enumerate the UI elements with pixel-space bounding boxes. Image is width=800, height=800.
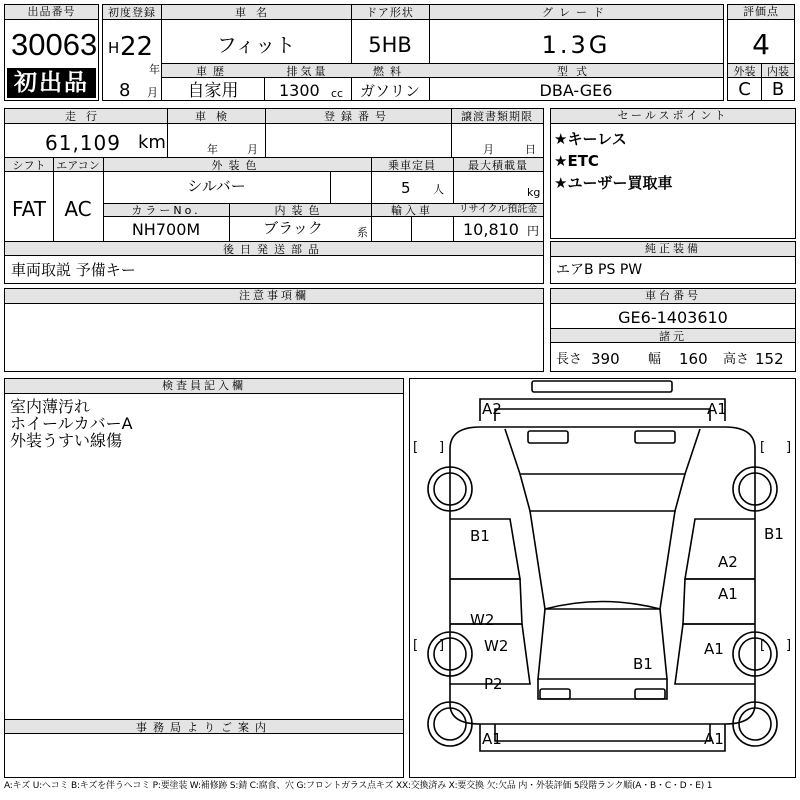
main-info-box: [102, 4, 724, 101]
mark-right-fender-b1: B1: [764, 525, 784, 543]
width-label: 幅: [648, 352, 662, 367]
registration-era: H: [108, 39, 120, 57]
recycle-label: リサイクル預託金: [458, 204, 538, 215]
inspection-year-unit: 年: [207, 143, 218, 156]
shift-value: FAT: [11, 197, 46, 221]
equipment-header: 純正装備: [551, 242, 795, 257]
interior-grade-value: B: [771, 79, 785, 100]
displacement-label: 排気量: [286, 65, 329, 78]
mark-right-quarter-a1: A1: [704, 640, 724, 658]
displacement-unit: cc: [331, 87, 344, 100]
aircon-value: AC: [64, 197, 92, 221]
svg-text:[: [: [413, 440, 419, 455]
registration-year: 22: [120, 32, 154, 62]
height-value: 152: [755, 350, 784, 368]
lot-header: 出品番号: [5, 5, 98, 20]
interior-color-value: ブラック: [263, 219, 323, 237]
recycle-unit: 円: [527, 224, 540, 238]
capacity-unit: 人: [433, 183, 444, 196]
transfer-label: 譲渡書類期限: [461, 110, 533, 123]
svg-text:]: ]: [786, 440, 792, 455]
history-value: 自家用: [187, 81, 239, 101]
lot-number: 30063: [11, 27, 98, 62]
office-label: 事務局よりご案内: [136, 721, 272, 734]
sales-point-2: ★ETC: [554, 152, 599, 170]
sales-point-3: ★ユーザー買取車: [554, 174, 673, 192]
shift-label: シフト: [12, 159, 46, 172]
capacity-value: 5: [401, 179, 411, 197]
registration-label: 初度登録: [108, 6, 156, 19]
registration-month-unit: 月: [147, 86, 158, 99]
length-value: 390: [591, 350, 620, 368]
sales-point-1: ★キーレス: [554, 130, 627, 148]
car-damage-diagram: [410, 379, 795, 777]
model-value: DBA-GE6: [539, 81, 613, 100]
inspection-month-unit: 月: [247, 143, 258, 156]
mark-roof-b1: B1: [633, 655, 653, 673]
max-load-label: 最大積載量: [468, 159, 528, 172]
fuel-label: 燃料: [373, 65, 407, 78]
chassis-header: 車台番号: [551, 289, 795, 304]
mileage-value: 61,109: [45, 131, 121, 155]
legend-text: A:キズ U:ヘコミ B:キズを伴うヘコミ P:要塗装 W:補修跡 S:錆 C:腐食、穴 G:フロントガラス点キズ XX:交換済み X:要交換 欠:欠品 内・外装評価 5段階ランク順(A・B・C・D・E) 1: [4, 781, 713, 791]
grade-label: グレード: [542, 6, 610, 19]
interior-grade-label: 内装: [767, 65, 789, 78]
mark-front-right-a1: A1: [707, 400, 727, 418]
inspector-box: [4, 378, 404, 778]
caution-header: 注意事項欄: [5, 289, 543, 304]
lot-box: [4, 4, 99, 101]
svg-text:]: ]: [439, 638, 445, 653]
interior-color-suffix: 系: [357, 226, 368, 239]
mileage-unit: km: [138, 132, 166, 153]
width-value: 160: [679, 350, 708, 368]
registration-month: 8: [119, 80, 131, 101]
equipment-box: [550, 241, 796, 284]
mark-left-rear-door-w2: W2: [470, 611, 495, 629]
damage-diagram-box: [409, 378, 796, 778]
model-label: 型式: [557, 65, 595, 78]
dimensions-label: 諸元: [659, 330, 687, 343]
door-value: 5HB: [368, 33, 412, 57]
svg-text:[: [: [760, 440, 766, 455]
displacement-value: 1300: [279, 81, 320, 100]
chassis-value: GE6-1403610: [618, 308, 728, 327]
mark-front-left-a2: A2: [482, 400, 502, 418]
exterior-grade-value: C: [738, 79, 751, 100]
recycle-value: 10,810: [463, 220, 519, 239]
exterior-color-label: 外装色: [211, 159, 263, 172]
mark-rear-left-p2: P2: [484, 675, 503, 693]
mark-rear-bumper-right-a1: A1: [704, 730, 724, 748]
sales-points-header: セールスポイント: [551, 109, 795, 124]
mark-left-quarter-w2: W2: [484, 637, 509, 655]
color-no-label: カラーNo.: [131, 204, 201, 217]
equipment-value: エアB PS PW: [556, 262, 643, 278]
capacity-label: 乗車定員: [388, 159, 436, 172]
color-no-value: NH700M: [131, 220, 201, 239]
svg-text:]: ]: [786, 638, 792, 653]
mark-right-front-door-a2: A2: [718, 553, 738, 571]
interior-color-label: 内装色: [274, 204, 326, 217]
mark-rear-bumper-left-a1: A1: [482, 730, 502, 748]
caution-box: [4, 288, 544, 372]
mark-right-rear-door-a1: A1: [718, 585, 738, 603]
fuel-value: ガソリン: [359, 82, 420, 100]
aircon-label: エアコン: [56, 159, 100, 172]
max-load-unit: kg: [527, 186, 541, 199]
inspection-label: 車検: [195, 110, 237, 123]
chassis-box: [550, 288, 796, 372]
inspector-note-2: ホイールカバーA: [10, 414, 133, 433]
exterior-color-value: シルバー: [187, 177, 246, 195]
later-parts-value: 車両取説 予備キー: [11, 261, 136, 279]
sales-points-box: [550, 108, 796, 239]
door-label: ドア形状: [366, 6, 414, 19]
plate-label: 登録番号: [324, 110, 392, 123]
car-name-label: 車名: [235, 6, 277, 19]
exterior-grade-label: 外装: [733, 65, 756, 78]
inspector-note-3: 外装うすい線傷: [10, 431, 123, 450]
mark-left-front-door-b1: B1: [470, 527, 490, 545]
history-label: 車歴: [196, 65, 230, 78]
vehicle-details-box: [4, 108, 544, 284]
svg-text:[: [: [413, 638, 419, 653]
registration-year-unit: 年: [149, 63, 160, 76]
import-label: 輸入車: [391, 204, 433, 217]
height-label: 高さ: [723, 352, 750, 367]
length-label: 長さ: [556, 352, 583, 367]
svg-text:[: [: [760, 638, 766, 653]
first-listing-badge: 初出品: [7, 68, 96, 98]
score-box: [727, 4, 795, 101]
grade-value: 1.3G: [541, 31, 611, 59]
mileage-label: 走行: [65, 110, 107, 123]
score-header: 評価点: [728, 5, 794, 20]
transfer-day-unit: 日: [525, 143, 536, 156]
score-value: 4: [752, 28, 770, 61]
inspector-note-1: 室内薄汚れ: [10, 397, 91, 416]
inspector-header: 検査員記入欄: [5, 379, 403, 394]
car-name-value: フィット: [216, 33, 296, 57]
transfer-month-unit: 月: [483, 143, 494, 156]
later-parts-label: 後日発送部品: [223, 243, 325, 256]
svg-text:]: ]: [439, 440, 445, 455]
